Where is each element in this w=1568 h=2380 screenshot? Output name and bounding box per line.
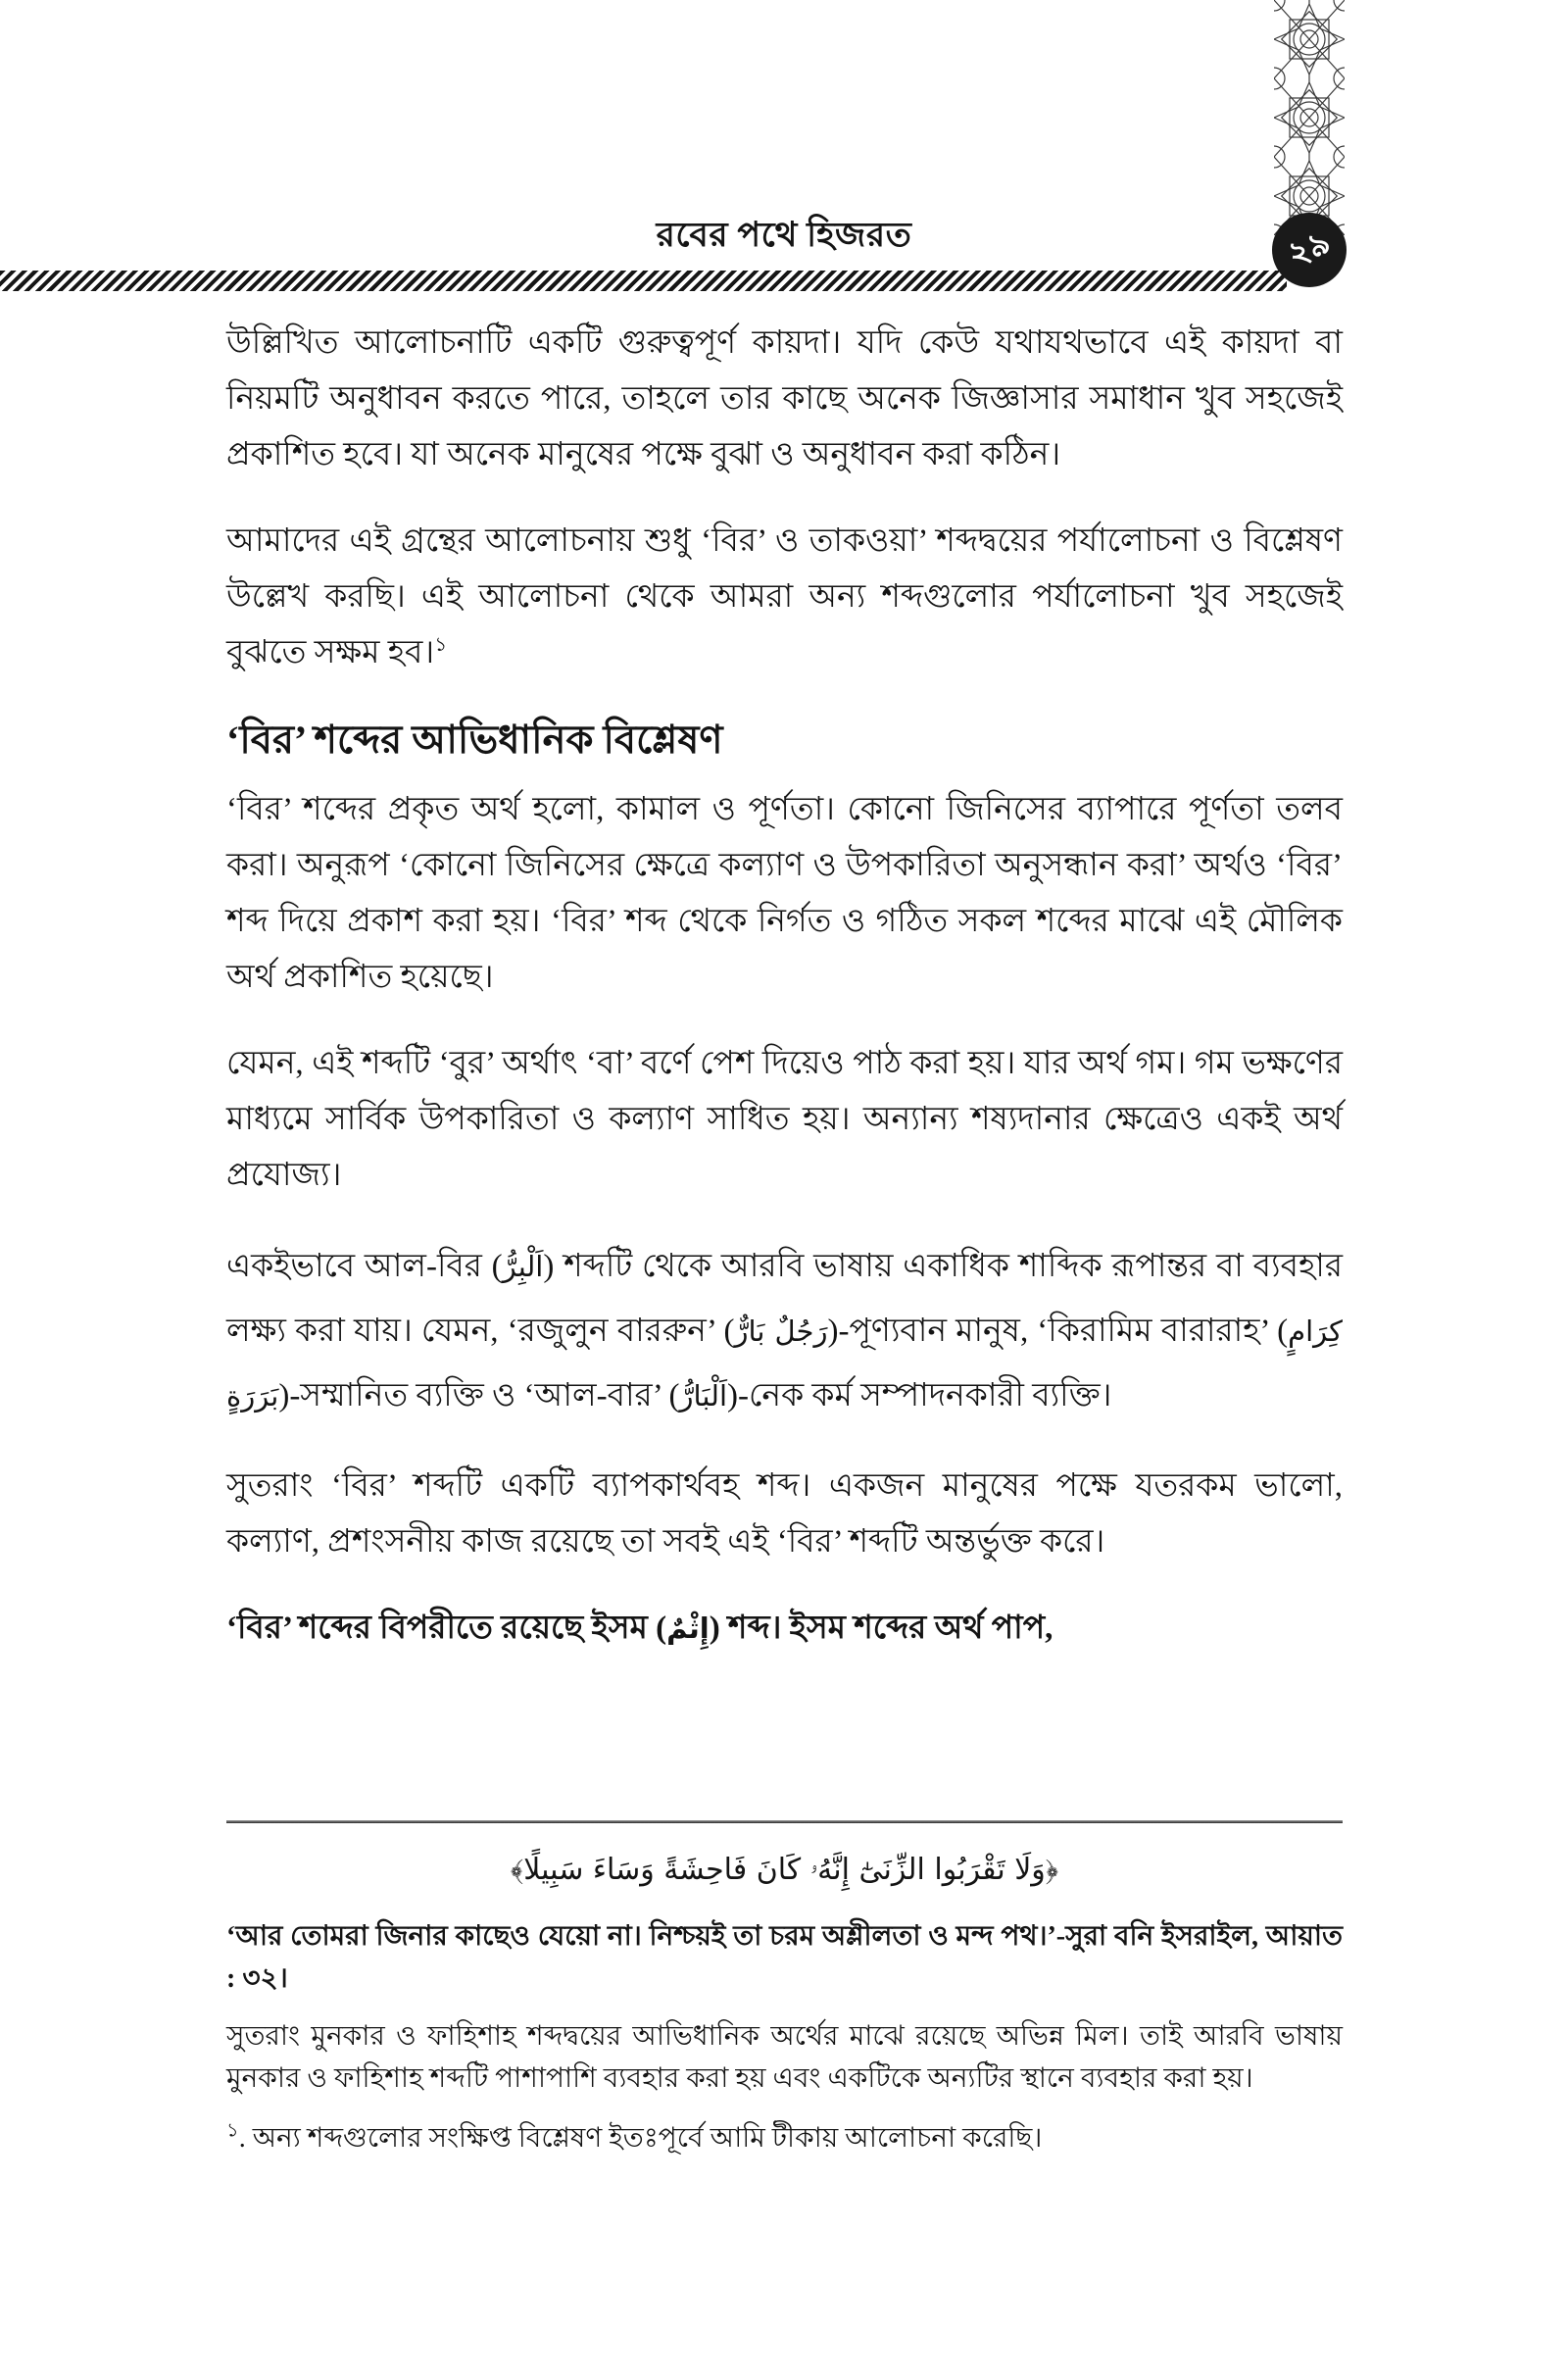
paragraph-burr-wheat: যেমন, এই শব্দটি ‘বুর’ অর্থাৎ ‘বা’ বর্ণে পেশ দিয়েও পাঠ করা হয়। যার অর্থ গম। গম ভক্ষণের মাধ্যমে সার্বিক উপকারিতা ও কল্যাণ সাধিত হয়। অন্যান্য শষ্যদানার ক্ষেত্রেও একই অর্থ প্রযোজ্য।	[226, 1046, 1343, 1193]
paragraph-birr-broad-term: সুতরাং ‘বির’ শব্দটি একটি ব্যাপকার্থবহ শব্দ। একজন মানুষের পক্ষে যতরকম ভালো, কল্যাণ, প্রশংসনীয় কাজ রয়েছে তা সবই এই ‘বির’ শব্দটি অন্তর্ভুক্ত করে।	[226, 1468, 1343, 1560]
paragraph-scope-of-book	[226, 514, 1343, 681]
page-number-badge	[1272, 213, 1347, 287]
arabic-al-barr: اَلْبَارُّ	[679, 1379, 728, 1413]
footnote-area	[226, 1820, 1343, 2159]
bn-text: আমাদের এই গ্রন্থের আলোচনায় শুধু ‘বির’ ও তাকওয়া’ শব্দদ্বয়ের পর্যালোচনা ও বিশ্লেষণ উল্লেখ করছি। এই আলোচনা থেকে আমরা অন্য শব্দগুলোর পর্যালোচনা খুব সহজেই বুঝতে সক্ষম হব।	[226, 523, 1343, 670]
bn-text: একইভাবে আল-বির (	[226, 1249, 503, 1284]
bn-text: ) শব্দটি থেকে আরবি ভাষায় একাধিক শাব্দিক রূপান্তর বা ব্যবহার লক্ষ্য করা যায়। যেমন, ‘রজুলুন বাররুন’ (	[226, 1249, 1343, 1349]
paragraph-birr-meaning: ‘বির’ শব্দের প্রকৃত অর্থ হলো, কামাল ও পূর্ণতা। কোনো জিনিসের ব্যাপারে পূর্ণতা তলব করা। অনুরূপ ‘কোনো জিনিসের ক্ষেত্রে কল্যাণ ও উপকারিতা অনুসন্ধান করা’ অর্থও ‘বির’ শব্দ দিয়ে প্রকাশ করা হয়। ‘বির’ শব্দ থেকে নির্গত ও গঠিত সকল শব্দের মাঝে এই মৌলিক অর্থ প্রকাশিত হয়েছে।	[226, 792, 1343, 995]
arabic-rajulun-barrun: رَجُلٌ بَارٌّ	[734, 1314, 828, 1348]
paragraph-rule-importance: উল্লিখিত আলোচনাটি একটি গুরুত্বপূর্ণ কায়দা। যদি কেউ যথাযথভাবে এই কায়দা বা নিয়মটি অনুধাবন করতে পারে, তাহলে তার কাছে অনেক জিজ্ঞাসার সমাধান খুব সহজেই প্রকাশিত হবে। যা অনেক মানুষের পক্ষে বুঝা ও অনুধাবন করা কঠিন।	[226, 325, 1343, 472]
paragraph-albirr-forms	[226, 1234, 1343, 1428]
body-column	[226, 316, 1343, 1657]
arabic-al-birr: اَلْبِرُّ	[502, 1250, 544, 1283]
bn-text: )-সম্মানিত ব্যক্তি ও ‘আল-বার’ (	[278, 1378, 680, 1413]
footnote-munkar-fahishah-note: সুতরাং মুনকার ও ফাহিশাহ শব্দদ্বয়ের আভিধানিক অর্থের মাঝে রয়েছে অভিন্ন মিল। তাই আরবি ভাষায় মুনকার ও ফাহিশাহ শব্দটি পাশাপাশি ব্যবহার করা হয় এবং একটিকে অন্যটির স্থানে ব্যবহার করা হয়।	[226, 2021, 1343, 2094]
hatch-rule	[0, 271, 1287, 291]
footnote-ref-1: ১	[434, 634, 448, 656]
footnote-divider	[226, 1820, 1343, 1823]
section-heading: ‘বির’ শব্দের আভিধানিক বিশ্লেষণ	[226, 718, 723, 762]
bn-text: ‘বির’ শব্দের বিপরীতে রয়েছে ইস‌ম (	[226, 1611, 667, 1646]
footnote-1-text: . অন্য শব্দগুলোর সংক্ষিপ্ত বিশ্লেষণ ইতঃপূর্বে আমি টীকায় আলোচনা করেছি।	[238, 2123, 1043, 2154]
page-number: ২৯	[1283, 224, 1336, 273]
footnote-1	[226, 2117, 1343, 2159]
bn-text: )-নেক কর্ম সম্পাদনকারী ব্যক্তি।	[727, 1378, 1112, 1413]
arabic-kiramin-bararah: كِرَامٍ بَرَرَةٍ	[226, 1314, 1344, 1413]
arabic-ithm: إِثْمٌ	[666, 1611, 710, 1645]
islamic-star-pattern-icon	[1274, 0, 1345, 235]
bn-text: ) শব্দ। ইস‌ম শব্দের অর্থ পাপ,	[709, 1611, 1054, 1646]
bn-text: )-পূণ্যবান মানুষ, ‘কিরামিম বারারাহ’ (	[827, 1314, 1289, 1349]
paragraph-ism-opposite	[226, 1601, 1343, 1657]
footnote-1-marker: ১	[226, 2120, 239, 2142]
footnote-verse-translation: ‘আর তোমরা জিনার কাছেও যেয়ো না। নিশ্চয়ই তা চরম অশ্লীলতা ও মন্দ পথ।’-সুরা বনি ইসরাইল, আয়াত : ৩২।	[226, 1921, 1343, 1994]
quran-verse-arabic: ﴿وَلَا تَقْرَبُوا الزِّنَىٰٓ إِنَّهُۥ كَانَ فَاحِشَةً وَسَاءَ سَبِيلًا﴾	[510, 1853, 1059, 1887]
running-title: রবের পথে হিজরত	[656, 216, 912, 254]
